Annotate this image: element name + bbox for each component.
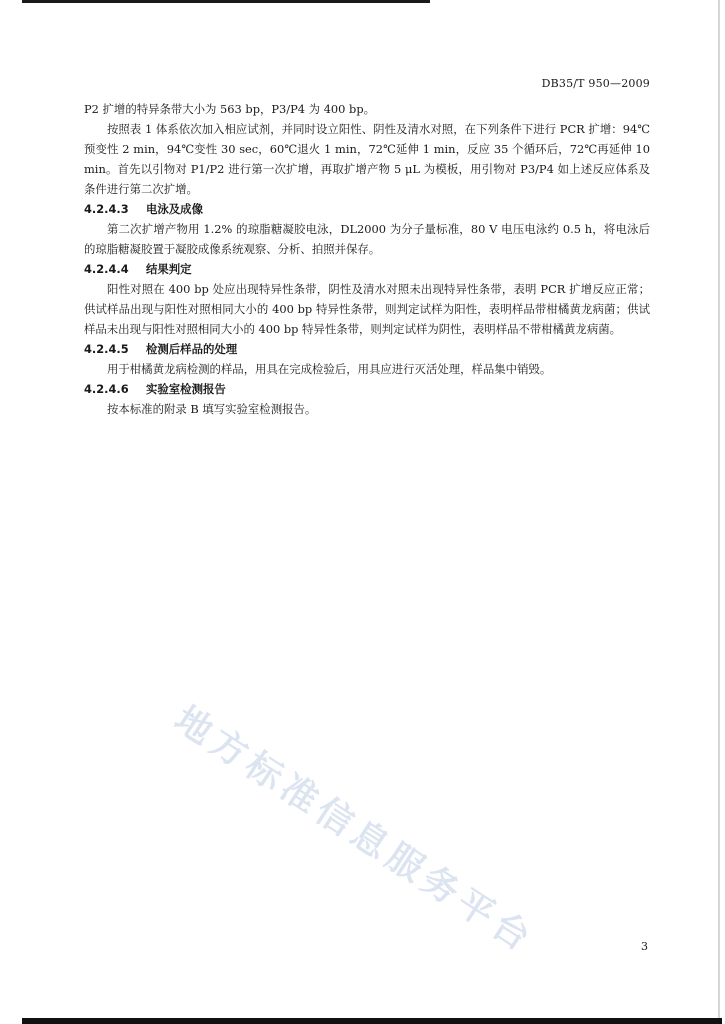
section-title: 电泳及成像 [146, 202, 203, 216]
page-number: 3 [641, 940, 648, 953]
page-content [84, 99, 650, 419]
paragraph-sample-disposal: 用于柑橘黄龙病检测的样品，用具在完成检验后，用具应进行灭活处理，样品集中销毁。 [107, 362, 552, 376]
paragraph-report: 按本标准的附录 B 填写实验室检测报告。 [107, 402, 317, 416]
document-code: DB35/T 950—2009 [541, 77, 650, 90]
section-number: 4.2.4.6 [84, 382, 129, 396]
section-heading-electrophoresis [84, 199, 650, 219]
paragraph-amplicon-size: P2 扩增的特异条带大小为 563 bp，P3/P4 为 400 bp。 [84, 102, 376, 116]
scan-edge-bottom [22, 1018, 722, 1024]
section-number: 4.2.4.5 [84, 342, 129, 356]
scan-edge-top [22, 0, 430, 3]
paragraph-electrophoresis: 第二次扩增产物用 1.2% 的琼脂糖凝胶电泳，DL2000 为分子量标准，80 V 电压电泳约 0.5 h，将电泳后的琼脂糖凝胶置于凝胶成像系统观察、分析、拍照并保存。 [84, 222, 650, 256]
section-title: 实验室检测报告 [146, 382, 226, 396]
section-heading-result [84, 259, 650, 279]
section-title: 检测后样品的处理 [146, 342, 238, 356]
section-title: 结果判定 [146, 262, 192, 276]
watermark: 地方标准信息服务平台 [167, 698, 542, 962]
scan-edge-right [718, 0, 720, 1024]
paragraph-pcr-conditions: 按照表 1 体系依次加入相应试剂，并同时设立阳性、阴性及清水对照，在下列条件下进行 PCR 扩增：94℃预变性 2 min，94℃变性 30 sec，60℃退火 1 min，72℃延伸 1 min，反应 35 个循环后，72℃再延伸 10 min。首先以引物对 P1/P2 进行第一次扩增，再取扩增产物 5 μL 为模板，用引物对 P3/P4 如上述反应体系及条件进行第二次扩增。 [84, 122, 650, 196]
paragraph-result: 阳性对照在 400 bp 处应出现特异性条带，阴性及清水对照未出现特异性条带，表明 PCR 扩增反应正常；供试样品出现与阳性对照相同大小的 400 bp 特异性条带，则判定试样为阳性，表明样品带柑橘黄龙病菌；供试样品未出现与阳性对照相同大小的 400 bp 特异性条带，则判定试样为阴性，表明样品不带柑橘黄龙病菌。 [84, 282, 650, 336]
section-heading-sample-disposal [84, 339, 650, 359]
section-number: 4.2.4.3 [84, 202, 129, 216]
section-heading-report [84, 379, 650, 399]
section-number: 4.2.4.4 [84, 262, 129, 276]
